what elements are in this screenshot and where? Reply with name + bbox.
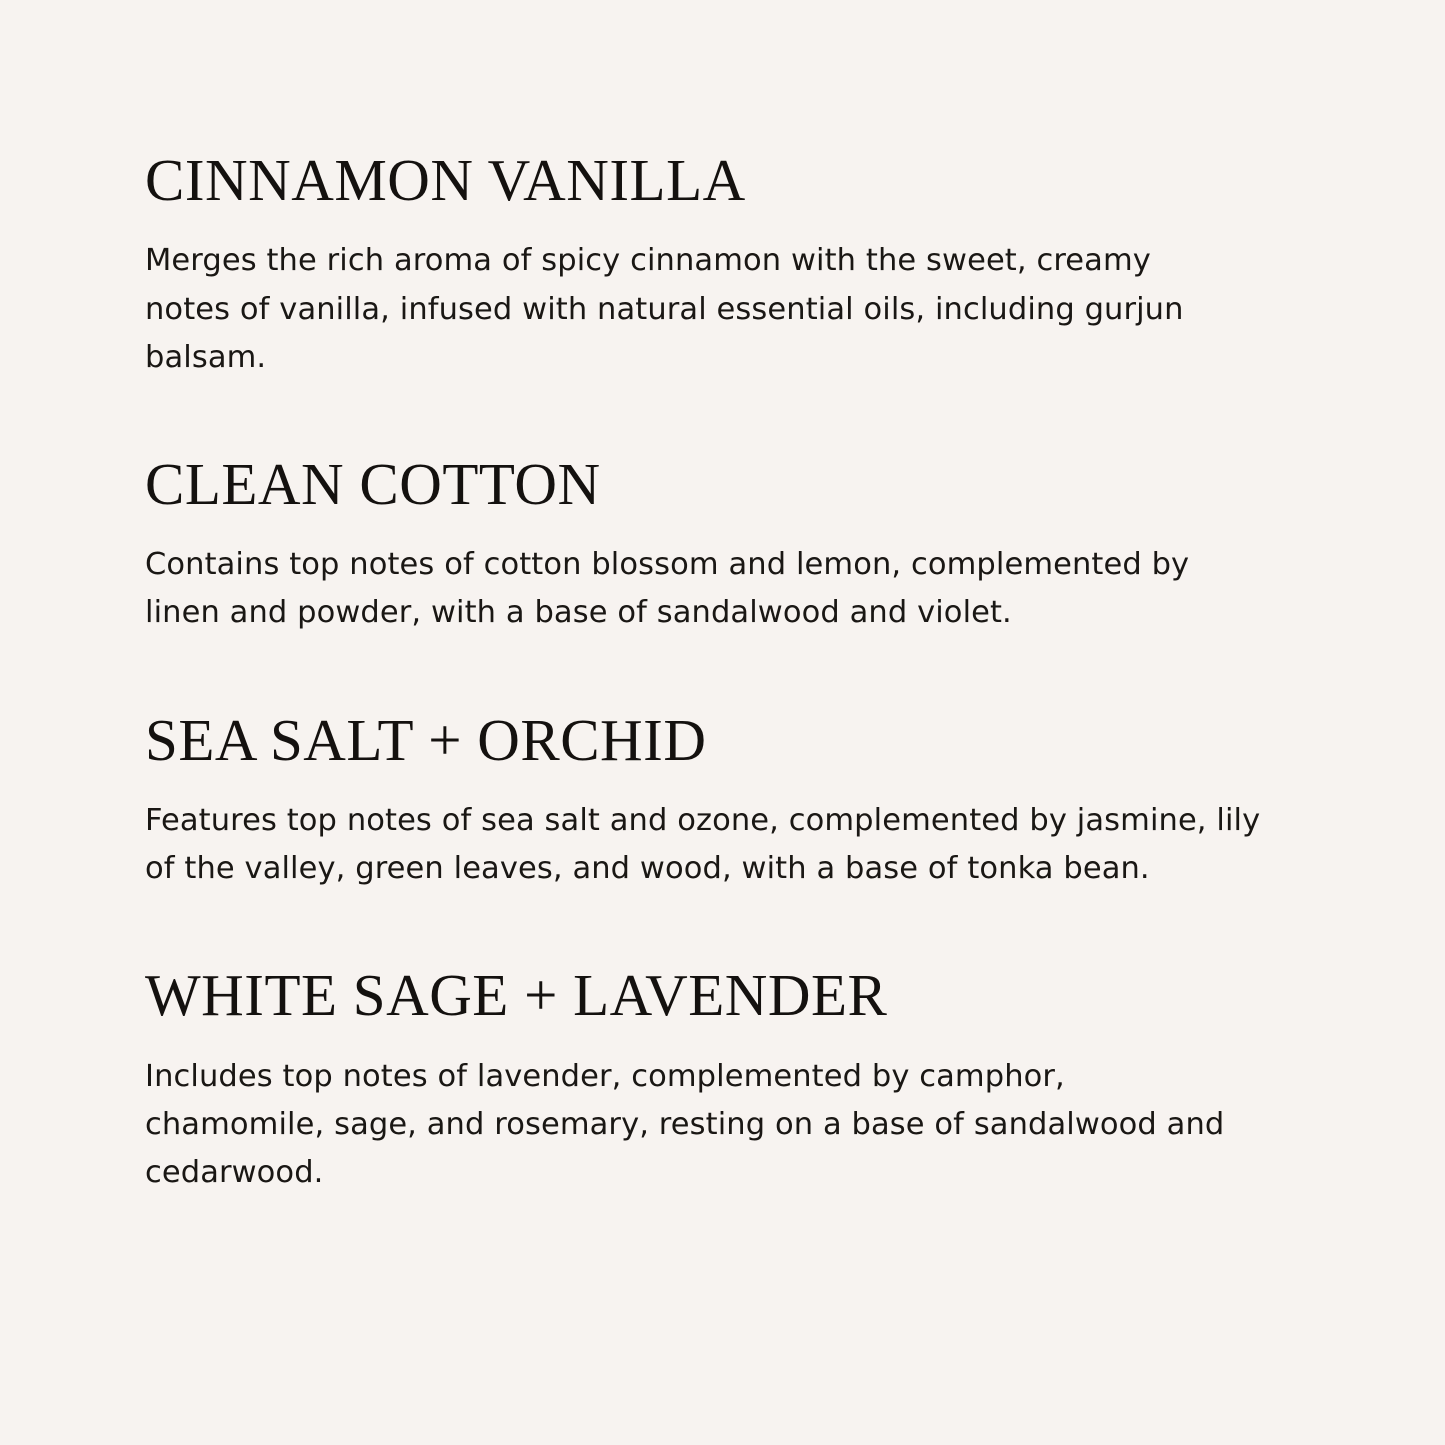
scent-title: WHITE SAGE + LAVENDER bbox=[145, 962, 888, 1029]
scent-description: Includes top notes of lavender, complemented by camphor, chamomile, sage, and rosemary, resting on a base of sandalwood and cedarwood. bbox=[145, 1058, 1225, 1191]
scent-section-clean-cotton bbox=[145, 450, 1300, 638]
scent-description: Contains top notes of cotton blossom and lemon, complemented by linen and powder, with a base of sandalwood and violet. bbox=[145, 547, 1190, 631]
scent-title: CINNAMON VANILLA bbox=[145, 147, 746, 213]
scent-title: CLEAN COTTON bbox=[145, 450, 601, 517]
scent-section-cinnamon-vanilla bbox=[145, 147, 1300, 382]
scent-section-white-sage-lavender bbox=[145, 962, 1300, 1197]
scent-title: SEA SALT + ORCHID bbox=[145, 706, 707, 773]
scent-section-sea-salt-orchid bbox=[145, 706, 1300, 894]
scent-description: Merges the rich aroma of spicy cinnamon with the sweet, creamy notes of vanilla, infused with natural essential oils, including gurjun balsam. bbox=[145, 243, 1184, 375]
scent-description: Features top notes of sea salt and ozone, complemented by jasmine, lily of the valley, green leaves, and wood, with a base of tonka bean. bbox=[145, 803, 1261, 887]
